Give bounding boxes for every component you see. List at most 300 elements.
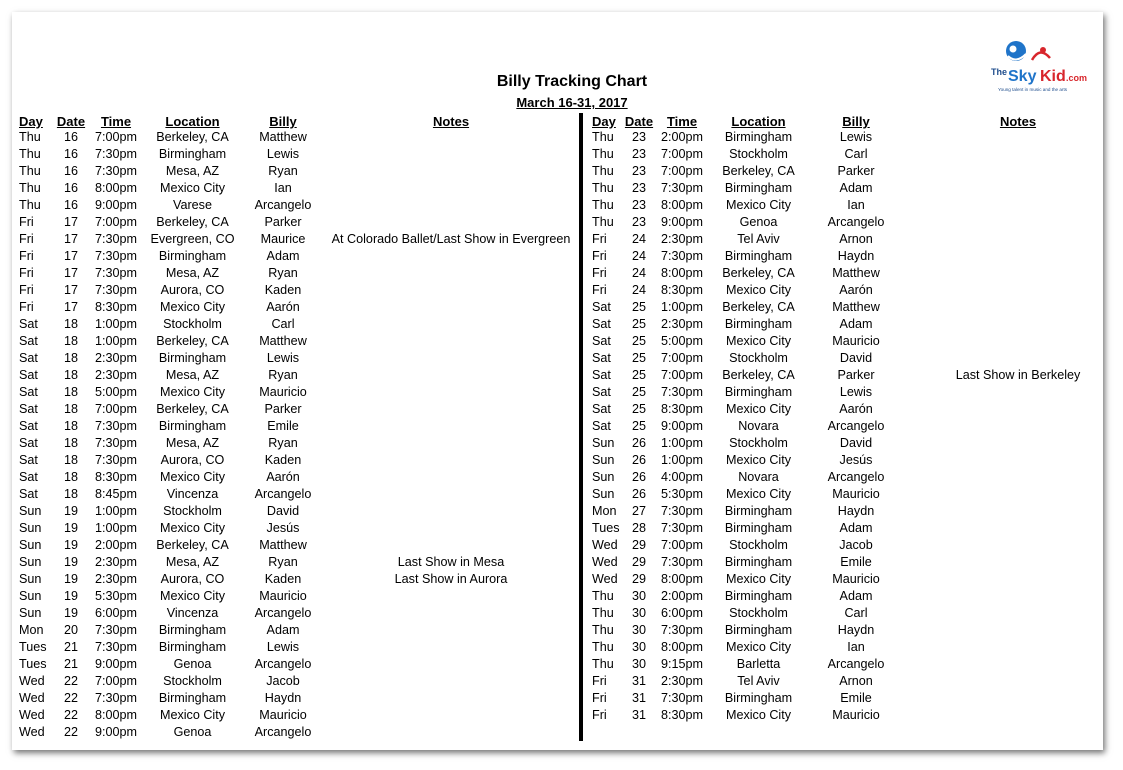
cell-billy: Haydn (837, 623, 875, 637)
cell-billy: Adam (839, 589, 873, 603)
cell-time: 7:00pm (660, 368, 703, 382)
cell-date: 30 (631, 606, 646, 620)
column-divider (579, 113, 583, 741)
cell-date: 24 (631, 283, 646, 297)
logo-graphic (988, 38, 1098, 98)
cell-location: Mexico City (725, 334, 792, 348)
cell-day: Fri (592, 708, 607, 722)
cell-billy: Adam (839, 181, 873, 195)
cell-notes: At Colorado Ballet/Last Show in Evergreen (331, 232, 571, 246)
cell-time: 7:30pm (94, 249, 137, 263)
cell-date: 23 (631, 215, 646, 229)
cell-date: 18 (63, 436, 78, 450)
cell-location: Mexico City (159, 181, 226, 195)
cell-date: 26 (631, 470, 646, 484)
cell-time: 7:30pm (94, 436, 137, 450)
cell-time: 7:00pm (94, 215, 137, 229)
cell-date: 18 (63, 470, 78, 484)
cell-location: Berkeley, CA (722, 266, 795, 280)
cell-location: Stockholm (729, 436, 788, 450)
cell-notes: Last Show in Mesa (397, 555, 505, 569)
logo-text-com: .com (1066, 73, 1088, 83)
cell-day: Sat (592, 402, 611, 416)
cell-day: Thu (592, 164, 614, 178)
cell-billy: Arcangelo (254, 725, 312, 739)
cell-date: 25 (631, 334, 646, 348)
cell-location: Evergreen, CO (150, 232, 235, 246)
cell-location: Stockholm (163, 317, 222, 331)
cell-location: Birmingham (158, 351, 227, 365)
cell-date: 18 (63, 453, 78, 467)
cell-location: Mesa, AZ (165, 555, 220, 569)
cell-billy: Arnon (839, 674, 873, 688)
header-time-right: Time (666, 114, 698, 129)
cell-billy: Haydn (264, 691, 302, 705)
page-title: Billy Tracking Chart (496, 73, 648, 90)
cell-time: 7:30pm (660, 623, 703, 637)
cell-billy: Lewis (266, 640, 300, 654)
cell-billy: Aarón (839, 283, 873, 297)
cell-date: 16 (63, 164, 78, 178)
cell-time: 8:00pm (94, 708, 137, 722)
cell-billy: Ryan (268, 436, 298, 450)
cell-billy: Ryan (268, 368, 298, 382)
cell-location: Genoa (739, 215, 778, 229)
cell-date: 17 (63, 300, 78, 314)
cell-location: Stockholm (729, 147, 788, 161)
header-date-right: Date (624, 114, 654, 129)
cell-billy: Carl (844, 147, 868, 161)
cell-billy: Arnon (839, 232, 873, 246)
cell-time: 7:30pm (660, 249, 703, 263)
cell-location: Berkeley, CA (156, 215, 229, 229)
cell-location: Mexico City (725, 572, 792, 586)
cell-date: 19 (63, 572, 78, 586)
cell-time: 7:00pm (660, 538, 703, 552)
cell-time: 7:00pm (94, 130, 137, 144)
cell-billy: Ryan (268, 266, 298, 280)
cell-location: Birmingham (158, 147, 227, 161)
cell-time: 7:30pm (660, 385, 703, 399)
cell-date: 19 (63, 606, 78, 620)
cell-billy: Mauricio (832, 487, 880, 501)
header-notes-right: Notes (999, 114, 1037, 129)
page-subtitle: March 16-31, 2017 (516, 95, 628, 110)
cell-day: Wed (19, 725, 45, 739)
cell-date: 20 (63, 623, 78, 637)
cell-location: Mesa, AZ (165, 436, 220, 450)
logo-text-sky: Sky (1008, 68, 1037, 85)
cell-time: 5:00pm (660, 334, 703, 348)
cell-location: Mexico City (159, 470, 226, 484)
cell-time: 1:00pm (94, 504, 137, 518)
cell-time: 7:30pm (94, 453, 137, 467)
cell-time: 7:30pm (94, 232, 137, 246)
cell-location: Berkeley, CA (156, 130, 229, 144)
cell-day: Thu (592, 130, 614, 144)
theskykid-logo (988, 38, 1098, 98)
cell-date: 17 (63, 249, 78, 263)
cell-billy: Mauricio (259, 708, 307, 722)
cell-time: 8:30pm (94, 300, 137, 314)
cell-time: 7:30pm (94, 164, 137, 178)
cell-day: Thu (592, 606, 614, 620)
cell-date: 22 (63, 708, 78, 722)
cell-date: 18 (63, 487, 78, 501)
cell-day: Sat (19, 385, 38, 399)
cell-time: 2:30pm (94, 572, 137, 586)
cell-location: Aurora, CO (160, 572, 225, 586)
cell-notes: Last Show in Berkeley (955, 368, 1081, 382)
cell-time: 9:00pm (660, 215, 703, 229)
cell-time: 8:00pm (660, 198, 703, 212)
cell-location: Birmingham (724, 555, 793, 569)
cell-date: 29 (631, 555, 646, 569)
cell-billy: Arcangelo (254, 198, 312, 212)
cell-location: Berkeley, CA (722, 368, 795, 382)
cell-billy: Lewis (266, 147, 300, 161)
cell-date: 31 (631, 708, 646, 722)
cell-time: 1:00pm (660, 300, 703, 314)
cell-day: Fri (592, 266, 607, 280)
cell-billy: Haydn (837, 249, 875, 263)
cell-day: Mon (592, 504, 617, 518)
cell-location: Berkeley, CA (722, 300, 795, 314)
cell-billy: David (839, 351, 873, 365)
header-day-right: Day (592, 114, 616, 129)
cell-day: Wed (592, 555, 618, 569)
cell-day: Sat (19, 487, 38, 501)
cell-location: Birmingham (724, 130, 793, 144)
cell-day: Sun (19, 538, 42, 552)
cell-billy: Haydn (837, 504, 875, 518)
cell-time: 6:00pm (660, 606, 703, 620)
cell-location: Mexico City (725, 283, 792, 297)
cell-day: Sat (592, 351, 611, 365)
cell-day: Fri (592, 232, 607, 246)
cell-billy: Adam (839, 317, 873, 331)
cell-day: Tues (592, 521, 620, 535)
cell-day: Wed (592, 538, 618, 552)
cell-billy: Adam (266, 623, 300, 637)
cell-billy: Mauricio (832, 334, 880, 348)
logo-text-the: The (991, 67, 1008, 77)
cell-day: Sat (19, 368, 38, 382)
cell-day: Sun (592, 487, 615, 501)
cell-location: Berkeley, CA (722, 164, 795, 178)
cell-time: 8:30pm (660, 708, 703, 722)
cell-date: 30 (631, 623, 646, 637)
cell-location: Vincenza (166, 606, 219, 620)
cell-date: 17 (63, 283, 78, 297)
cell-location: Birmingham (724, 504, 793, 518)
cell-date: 22 (63, 674, 78, 688)
cell-day: Fri (19, 300, 34, 314)
cell-date: 19 (63, 555, 78, 569)
cell-day: Thu (592, 198, 614, 212)
cell-day: Sat (592, 385, 611, 399)
cell-day: Sat (19, 334, 38, 348)
cell-location: Genoa (173, 725, 212, 739)
cell-location: Mexico City (725, 487, 792, 501)
cell-day: Sat (592, 334, 611, 348)
cell-date: 26 (631, 453, 646, 467)
cell-time: 7:30pm (94, 419, 137, 433)
cell-day: Sat (19, 317, 38, 331)
cell-day: Sun (592, 470, 615, 484)
header-location-left: Location (165, 114, 220, 129)
cell-day: Tues (19, 640, 47, 654)
cell-day: Sat (19, 436, 38, 450)
cell-billy: Ian (847, 198, 865, 212)
cell-billy: Aarón (266, 300, 300, 314)
cell-location: Mexico City (159, 300, 226, 314)
cell-billy: Arcangelo (827, 419, 885, 433)
cell-date: 25 (631, 368, 646, 382)
cell-time: 8:30pm (94, 470, 137, 484)
cell-billy: Matthew (259, 130, 307, 144)
header-time-left: Time (100, 114, 132, 129)
cell-date: 31 (631, 691, 646, 705)
cell-date: 23 (631, 198, 646, 212)
cell-location: Tel Aviv (737, 674, 780, 688)
cell-date: 23 (631, 181, 646, 195)
cell-date: 25 (631, 385, 646, 399)
cell-billy: Mauricio (832, 708, 880, 722)
cell-date: 22 (63, 691, 78, 705)
cell-billy: Matthew (832, 300, 880, 314)
cell-billy: David (839, 436, 873, 450)
cell-day: Sat (19, 351, 38, 365)
cell-billy: Emile (840, 555, 872, 569)
cell-time: 7:30pm (660, 555, 703, 569)
cell-billy: Arcangelo (827, 657, 885, 671)
cell-day: Sat (592, 317, 611, 331)
cell-day: Tues (19, 657, 47, 671)
cell-location: Birmingham (724, 691, 793, 705)
cell-location: Birmingham (724, 623, 793, 637)
cell-time: 8:00pm (660, 640, 703, 654)
cell-date: 30 (631, 640, 646, 654)
cell-time: 7:00pm (660, 164, 703, 178)
cell-time: 2:00pm (660, 130, 703, 144)
cell-day: Fri (19, 266, 34, 280)
cell-day: Sun (19, 555, 42, 569)
cell-time: 7:30pm (94, 640, 137, 654)
cell-date: 18 (63, 317, 78, 331)
cell-time: 7:30pm (660, 181, 703, 195)
cell-location: Genoa (173, 657, 212, 671)
cell-location: Aurora, CO (160, 283, 225, 297)
cell-date: 18 (63, 385, 78, 399)
cell-billy: Adam (266, 249, 300, 263)
cell-date: 26 (631, 487, 646, 501)
cell-location: Berkeley, CA (156, 402, 229, 416)
cell-day: Sat (19, 419, 38, 433)
cell-billy: Ryan (268, 555, 298, 569)
cell-time: 2:30pm (660, 232, 703, 246)
cell-billy: Kaden (264, 572, 302, 586)
cell-time: 2:30pm (94, 351, 137, 365)
cell-billy: Kaden (264, 283, 302, 297)
cell-billy: Aarón (266, 470, 300, 484)
cell-date: 17 (63, 232, 78, 246)
cell-location: Mexico City (725, 640, 792, 654)
cell-location: Birmingham (724, 317, 793, 331)
header-day-left: Day (19, 114, 43, 129)
cell-date: 18 (63, 368, 78, 382)
cell-billy: Arcangelo (254, 657, 312, 671)
cell-time: 1:00pm (660, 436, 703, 450)
cell-billy: Arcangelo (827, 470, 885, 484)
cell-day: Wed (592, 572, 618, 586)
cell-location: Mexico City (725, 453, 792, 467)
cell-time: 2:00pm (660, 589, 703, 603)
cell-date: 18 (63, 419, 78, 433)
cell-time: 8:45pm (94, 487, 137, 501)
cell-day: Thu (592, 640, 614, 654)
cell-billy: Arcangelo (254, 606, 312, 620)
cell-day: Thu (592, 147, 614, 161)
cell-date: 23 (631, 164, 646, 178)
cell-time: 9:00pm (94, 725, 137, 739)
cell-day: Fri (19, 232, 34, 246)
cell-day: Thu (19, 181, 41, 195)
cell-time: 6:00pm (94, 606, 137, 620)
cell-time: 8:00pm (660, 572, 703, 586)
cell-day: Fri (592, 674, 607, 688)
cell-billy: Carl (844, 606, 868, 620)
cell-time: 9:00pm (660, 419, 703, 433)
cell-billy: Ryan (268, 164, 298, 178)
cell-time: 8:00pm (660, 266, 703, 280)
cell-time: 7:30pm (94, 691, 137, 705)
cell-location: Mexico City (159, 385, 226, 399)
cell-time: 7:30pm (94, 623, 137, 637)
cell-time: 1:00pm (94, 521, 137, 535)
cell-location: Birmingham (158, 419, 227, 433)
cell-date: 17 (63, 266, 78, 280)
cell-date: 16 (63, 130, 78, 144)
cell-day: Sun (19, 606, 42, 620)
cell-time: 7:00pm (94, 674, 137, 688)
cell-location: Stockholm (163, 674, 222, 688)
cell-billy: Mauricio (832, 572, 880, 586)
cell-date: 22 (63, 725, 78, 739)
cell-day: Mon (19, 623, 44, 637)
cell-date: 16 (63, 198, 78, 212)
cell-day: Sun (592, 436, 615, 450)
cell-time: 7:30pm (94, 283, 137, 297)
cell-date: 26 (631, 436, 646, 450)
cell-date: 16 (63, 181, 78, 195)
cell-billy: Arcangelo (254, 487, 312, 501)
cell-time: 7:30pm (94, 266, 137, 280)
cell-billy: Lewis (266, 351, 300, 365)
cell-day: Sat (592, 300, 611, 314)
cell-billy: Ian (274, 181, 292, 195)
cell-time: 7:30pm (660, 504, 703, 518)
cell-location: Birmingham (724, 521, 793, 535)
cell-date: 16 (63, 147, 78, 161)
cell-time: 2:30pm (660, 674, 703, 688)
cell-date: 25 (631, 402, 646, 416)
cell-notes: Last Show in Aurora (394, 572, 508, 586)
cell-day: Sat (19, 470, 38, 484)
cell-time: 8:30pm (660, 283, 703, 297)
cell-date: 24 (631, 249, 646, 263)
cell-time: 8:30pm (660, 402, 703, 416)
cell-day: Sun (19, 589, 42, 603)
cell-day: Sun (592, 453, 615, 467)
cell-date: 23 (631, 130, 646, 144)
cell-date: 17 (63, 215, 78, 229)
cell-day: Thu (19, 147, 41, 161)
cell-billy: Emile (267, 419, 299, 433)
cell-billy: Matthew (832, 266, 880, 280)
header-date-left: Date (56, 114, 86, 129)
cell-date: 30 (631, 657, 646, 671)
cell-day: Wed (19, 691, 45, 705)
cell-time: 7:30pm (660, 521, 703, 535)
header-notes-left: Notes (432, 114, 470, 129)
cell-billy: Parker (264, 215, 302, 229)
cell-location: Birmingham (724, 181, 793, 195)
cell-time: 5:00pm (94, 385, 137, 399)
cell-date: 28 (631, 521, 646, 535)
cell-billy: Jacob (839, 538, 873, 552)
cell-date: 25 (631, 300, 646, 314)
cell-date: 30 (631, 589, 646, 603)
cell-date: 21 (63, 657, 78, 671)
cell-time: 8:00pm (94, 181, 137, 195)
cell-date: 25 (631, 317, 646, 331)
cell-day: Sun (19, 521, 42, 535)
cell-location: Vincenza (166, 487, 219, 501)
cell-billy: Carl (271, 317, 295, 331)
cell-day: Thu (592, 215, 614, 229)
logo-text-kid: Kid (1040, 68, 1066, 85)
cell-location: Mexico City (725, 198, 792, 212)
cell-location: Barletta (736, 657, 781, 671)
cell-date: 27 (631, 504, 646, 518)
cell-date: 21 (63, 640, 78, 654)
cell-billy: Jesús (266, 521, 300, 535)
cell-day: Fri (592, 283, 607, 297)
cell-location: Novara (738, 470, 779, 484)
cell-day: Thu (592, 181, 614, 195)
cell-location: Birmingham (158, 640, 227, 654)
cell-location: Mexico City (725, 708, 792, 722)
cell-date: 23 (631, 147, 646, 161)
cell-day: Fri (19, 249, 34, 263)
cell-day: Sat (19, 402, 38, 416)
cell-time: 7:30pm (94, 147, 137, 161)
cell-location: Stockholm (163, 504, 222, 518)
cell-location: Birmingham (724, 385, 793, 399)
cell-location: Mexico City (159, 521, 226, 535)
cell-day: Thu (19, 198, 41, 212)
cell-date: 19 (63, 521, 78, 535)
header-billy-left: Billy (269, 114, 297, 129)
cell-location: Berkeley, CA (156, 334, 229, 348)
cell-billy: Lewis (839, 130, 873, 144)
cell-time: 5:30pm (660, 487, 703, 501)
cell-day: Sat (592, 419, 611, 433)
cell-time: 7:00pm (660, 147, 703, 161)
cell-time: 1:00pm (94, 334, 137, 348)
cell-location: Birmingham (158, 623, 227, 637)
